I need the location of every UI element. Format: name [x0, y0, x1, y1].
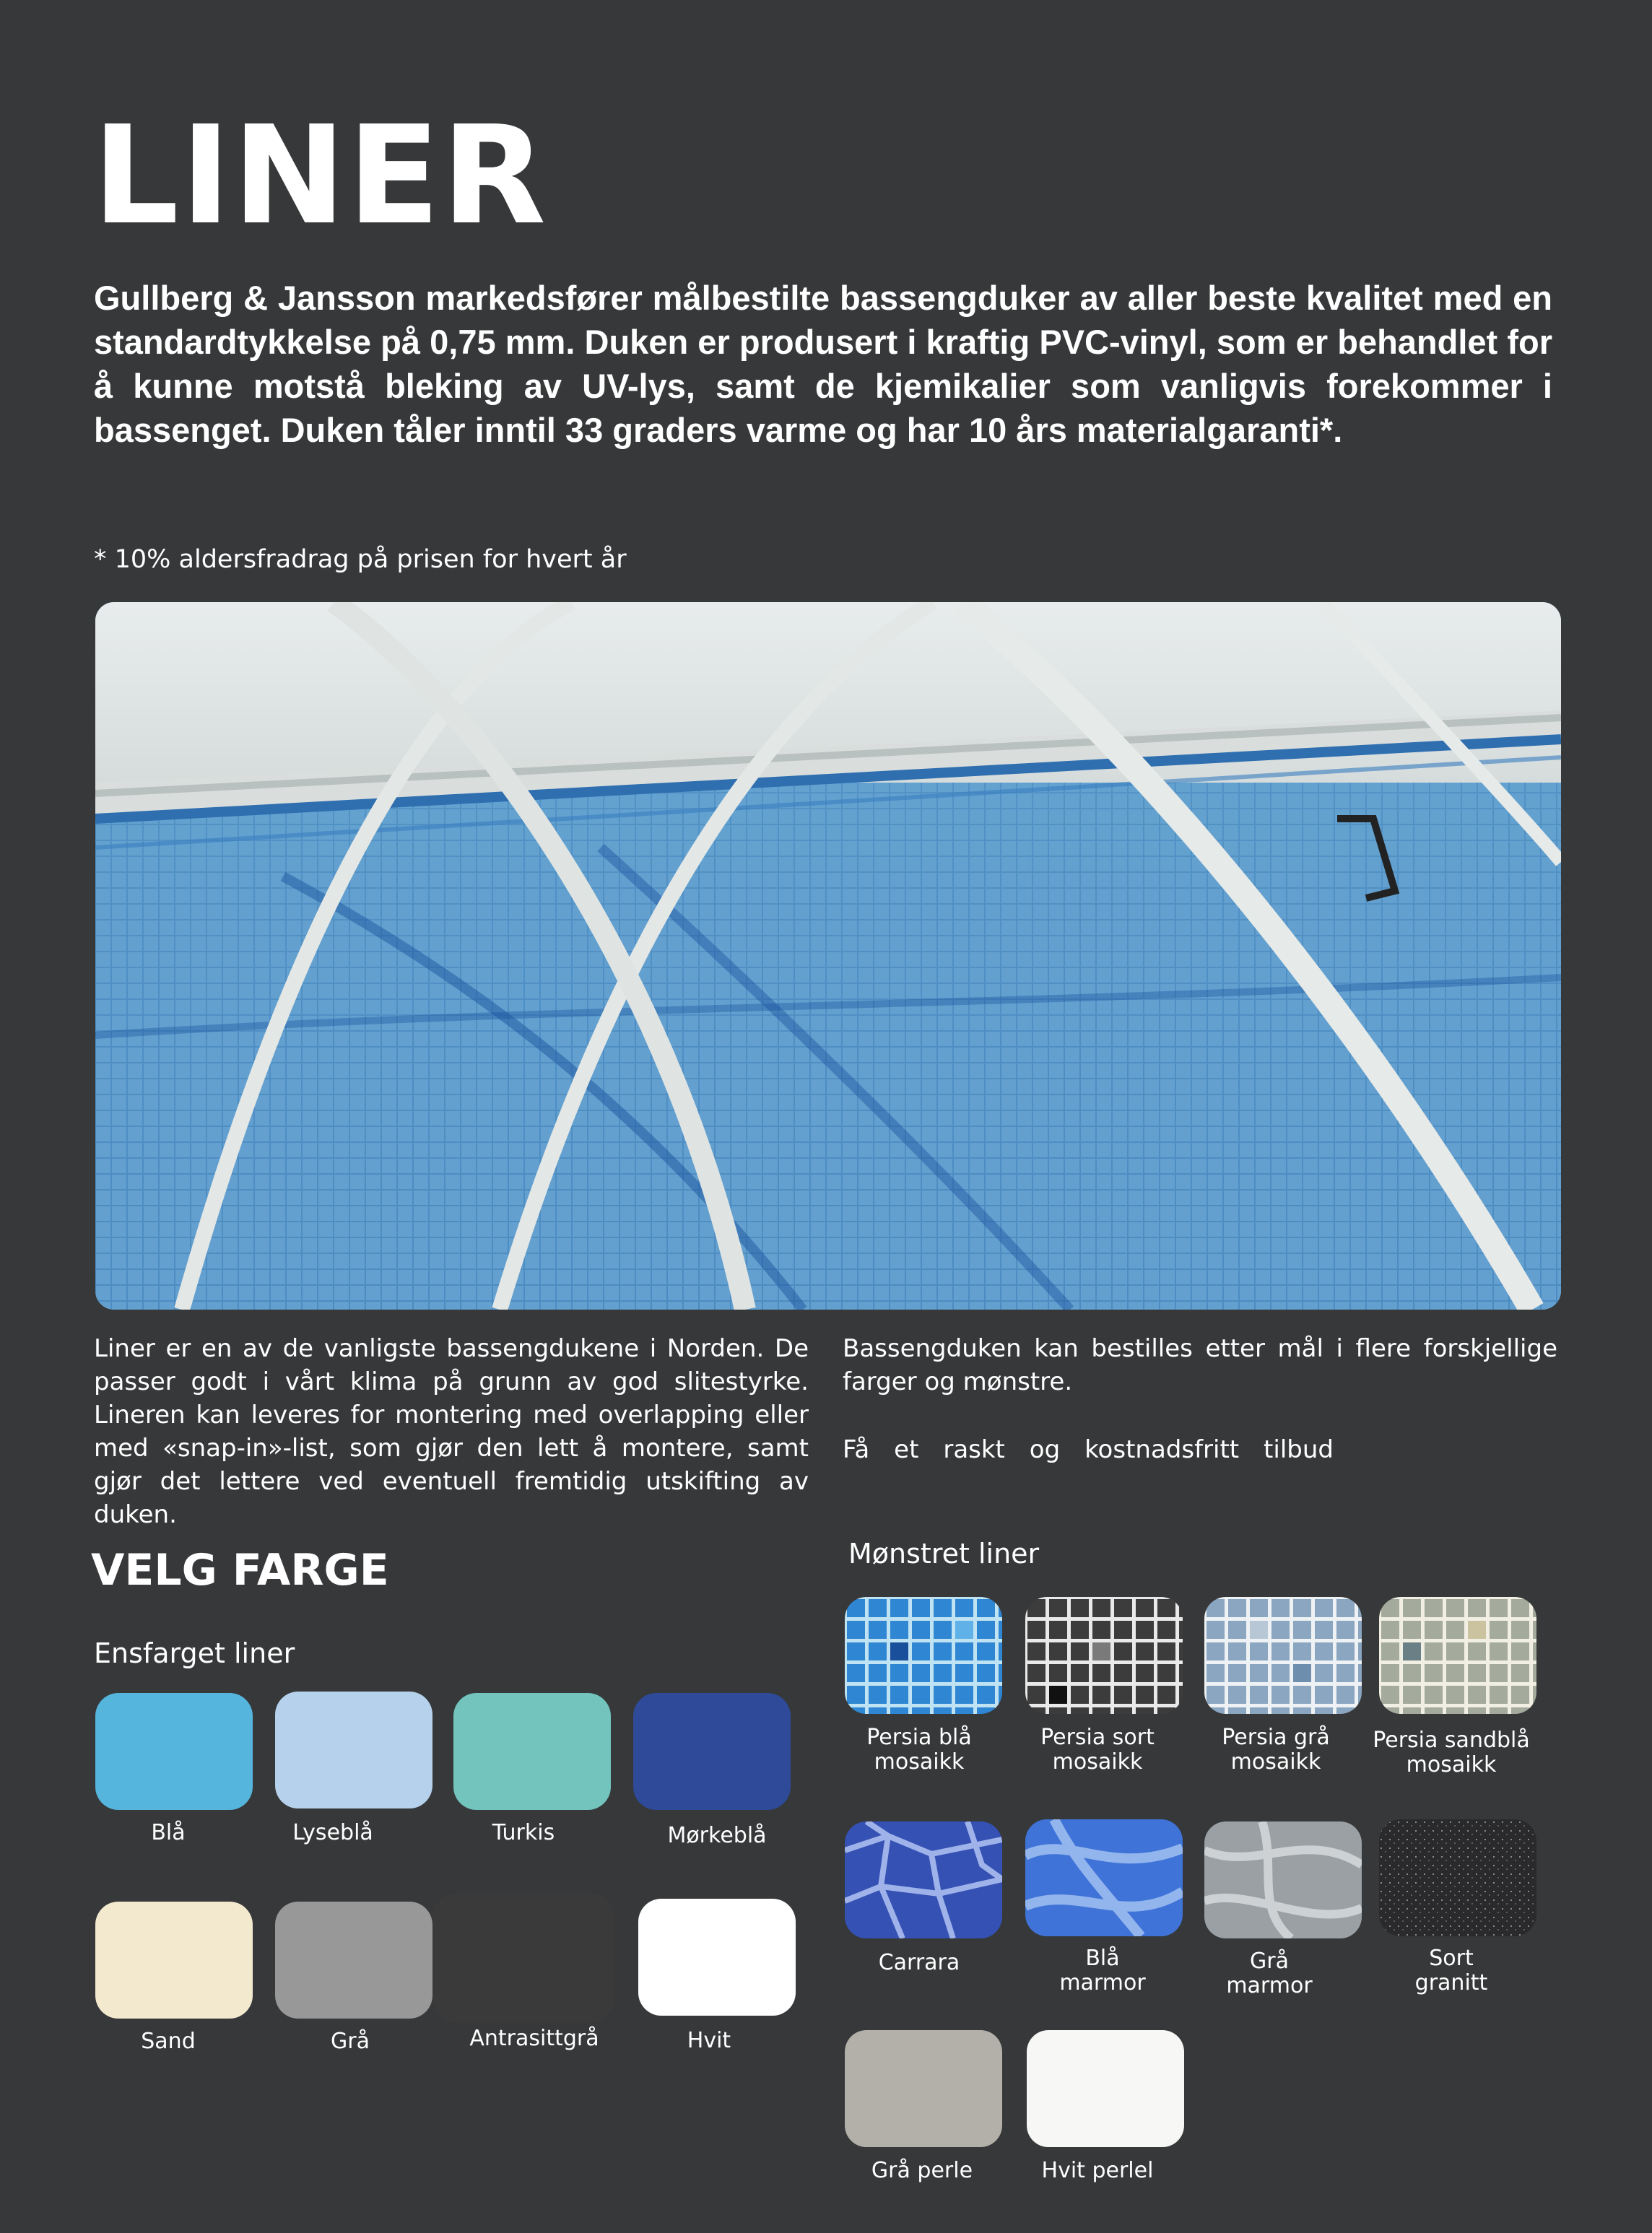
- intro-paragraph: Gullberg & Jansson markedsfører målbestilte bassengduker av aller beste kvalitet med en standardtykkelse på 0,75 mm. Duken er produsert i kraftig PVC-vinyl, som er behandlet for å kunne motstå bleking av UV-lys, samt de kjemikalier som vanligvis forekommer i bassenget. Duken tåler inntil 33 graders varme og har 10 års materialgaranti*.: [94, 279, 1552, 449]
- swatch-label: Mørkeblå: [667, 1823, 767, 1848]
- pool-photo: [95, 602, 1561, 1310]
- swatch-label: Blå: [151, 1820, 186, 1845]
- swatch-label: Turkis: [492, 1820, 555, 1845]
- swatch-hvit: [638, 1899, 796, 2016]
- swatch-label: Grå: [331, 2029, 370, 2054]
- subheading-monstret: Mønstret liner: [848, 1538, 1040, 1570]
- pattern-label: Persia sandblå mosaikk: [1373, 1728, 1530, 1777]
- pattern-persia-sort-mosaikk: [1025, 1597, 1183, 1714]
- pattern-label: Grå marmor: [1226, 1949, 1313, 1998]
- swatch-label: Hvit: [687, 2028, 731, 2053]
- pattern-hvit-perlel: [1027, 2030, 1184, 2147]
- pattern-label: Blå marmor: [1059, 1946, 1146, 1995]
- swatch-label: Lyseblå: [292, 1820, 373, 1845]
- offer-text: Få et raskt og kostnadsfritt tilbud: [843, 1435, 1334, 1464]
- pattern-label: Hvit perlel: [1041, 2158, 1154, 2183]
- pattern-label: Persia grå mosaikk: [1222, 1725, 1330, 1775]
- description-column-right: Bassengduken kan bestilles etter mål i flere forskjellige farger og mønstre.: [843, 1334, 1557, 1396]
- swatch-sand: [95, 1902, 253, 2019]
- swatch-antrasittgra: [433, 1893, 614, 2023]
- pattern-label: Grå perle: [871, 2158, 973, 2183]
- section-heading-velg-farge: VELG FARGE: [91, 1545, 389, 1596]
- swatch-label: Sand: [141, 2029, 196, 2054]
- swatch-turkis: [453, 1693, 611, 1810]
- footnote: * 10% aldersfradrag på prisen for hvert år: [94, 545, 627, 574]
- pattern-label: Carrara: [878, 1950, 960, 1975]
- pattern-persia-bla-mosaikk: [845, 1597, 1002, 1714]
- page-title: LINER: [92, 97, 548, 255]
- pattern-gra-perle: [845, 2030, 1002, 2147]
- swatch-gra: [275, 1902, 432, 2019]
- pattern-carrara: [845, 1821, 1002, 1938]
- pattern-persia-gra-mosaikk: [1204, 1597, 1362, 1714]
- pattern-sort-granitt: [1379, 1819, 1536, 1936]
- subheading-ensfarget: Ensfarget liner: [94, 1637, 295, 1669]
- pattern-label: Persia blå mosaikk: [866, 1725, 972, 1775]
- swatch-morkebla: [633, 1693, 791, 1810]
- swatch-lysebla: [275, 1692, 432, 1808]
- swatch-label: Antrasittgrå: [469, 2026, 599, 2051]
- pattern-persia-sandbla-mosaikk: [1379, 1597, 1536, 1714]
- pattern-bla-marmor: [1025, 1819, 1183, 1936]
- pattern-label: Persia sort mosaikk: [1040, 1725, 1155, 1775]
- swatch-bla: [95, 1693, 253, 1810]
- pattern-gra-marmor: [1204, 1821, 1362, 1938]
- description-column-left: Liner er en av de vanligste bassengdukene i Norden. De passer godt i vårt klima på grunn av god slitestyrke. Lineren kan leveres for montering med overlapping eller med «snap-in»-list, som gjør den lett å montere, samt gjør det lettere ved eventuell fremtidig utskifting av duken.: [94, 1334, 809, 1529]
- pattern-label: Sort granitt: [1414, 1946, 1488, 1995]
